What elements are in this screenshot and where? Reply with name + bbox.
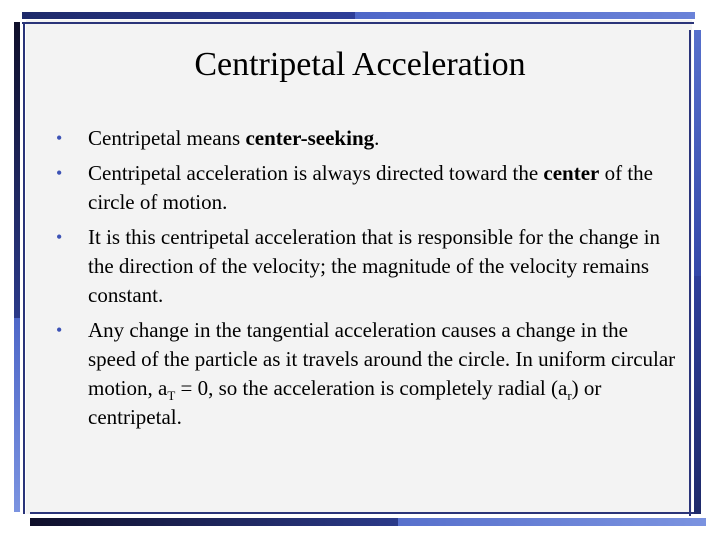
frame-bar-left-lower xyxy=(14,318,20,512)
bullet-1-bold: center-seeking xyxy=(245,126,375,150)
slide-title: Centripetal Acceleration xyxy=(194,46,526,83)
bullet-2-bold: center xyxy=(543,161,600,185)
bullet-list xyxy=(56,124,676,438)
subscript-r: r xyxy=(567,388,572,403)
bullet-icon: • xyxy=(56,128,63,148)
frame-bar-right-lower xyxy=(694,276,701,514)
frame-bar-bottom-left xyxy=(30,518,400,526)
bullet-1-end: . xyxy=(374,126,380,150)
frame-bar-top-right xyxy=(355,12,695,19)
bullet-4-mid: = 0, so the acceleration is completely radial (a xyxy=(175,376,568,400)
frame-line-bottom xyxy=(30,512,694,514)
bullet-4-text: Any change in the tangential acceleration causes a change in the speed of the particle as it travels around the circle. In uniform circular motion, a xyxy=(88,318,676,400)
bullet-2-end: of the circle of motion. xyxy=(88,161,654,214)
bullet-2-text: Centripetal acceleration is always directed toward the xyxy=(88,161,544,185)
bullet-1-text: Centripetal means xyxy=(88,126,246,150)
bullet-item-2 xyxy=(56,159,676,217)
bullet-item-1 xyxy=(56,124,676,153)
bullet-4-end: ) or centripetal. xyxy=(88,376,602,429)
frame-bar-top-left xyxy=(22,12,362,19)
bullet-3-text: It is this centripetal acceleration that is responsible for the change in the direction of the velocity; the magnitude of the velocity remains constant. xyxy=(88,225,661,307)
frame-bar-bottom-right xyxy=(398,518,706,526)
bullet-icon: • xyxy=(56,320,63,340)
bullet-item-3 xyxy=(56,223,676,310)
bullet-icon: • xyxy=(56,227,63,247)
bullet-item-4 xyxy=(56,316,676,432)
bullet-icon: • xyxy=(56,163,63,183)
subscript-t: T xyxy=(167,388,176,403)
frame-line-top xyxy=(22,22,694,24)
frame-line-left xyxy=(23,22,25,514)
frame-line-right xyxy=(689,30,691,516)
